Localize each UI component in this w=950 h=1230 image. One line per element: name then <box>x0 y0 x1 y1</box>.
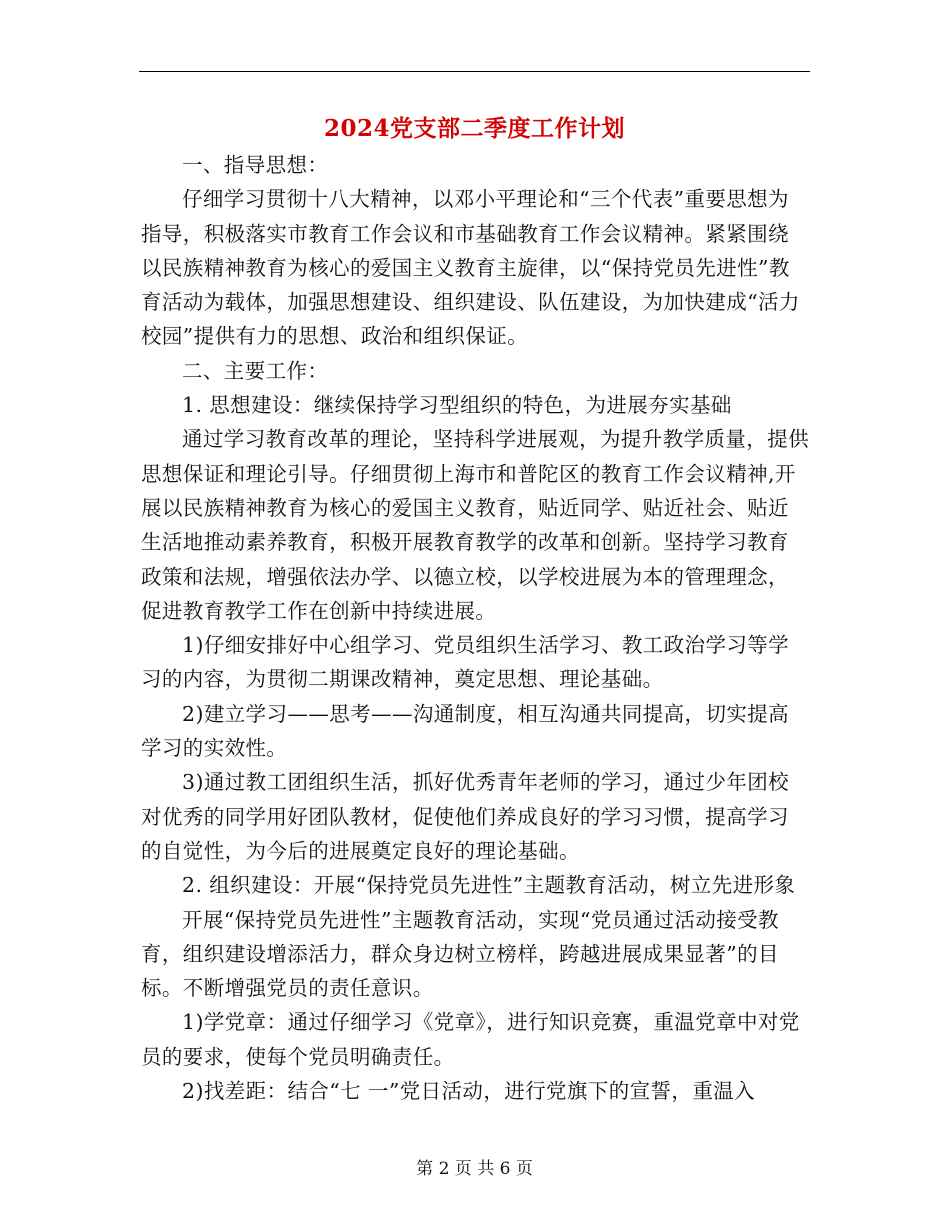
body-paragraph: 通过学习教育改革的理论，坚持科学进展观，为提升教学质量，提供思想保证和理论引导。仔细贯彻上海市和普陀区的教育工作会议精神,开展以民族精神教育为核心的爱国主义教育，贴近同学、贴近社会、贴近生活地推动素养教育，积极开展教育教学的改革和创新。坚持学习教育政策和法规，增强依法办学、以德立校，以学校进展为本的管理理念，促进教育教学工作在创新中持续进展。 <box>141 427 809 623</box>
section-heading: 二、主要工作： <box>182 358 329 383</box>
section-heading: 一、指导思想： <box>182 153 329 177</box>
header-rule <box>139 71 810 72</box>
list-item: 2)建立学习——思考——沟通制度，相互沟通共同提高，切实提高学习的实效性。 <box>141 701 790 761</box>
list-item: 2)找差距：结合“七 一”党日活动，进行党旗下的宣誓，重温入 <box>182 1079 756 1104</box>
body-paragraph: 开展“保持党员先进性”主题教育活动，实现“党员通过活动接受教育，组织建设增添活力，群众身边树立榜样，跨越进展成果显著”的目标。不断增强党员的责任意识。 <box>141 907 779 1001</box>
document-body <box>141 148 809 1108</box>
subsection-heading: 1. 思想建设：继续保持学习型组织的特色，为进展夯实基础 <box>182 393 732 418</box>
list-item: 1)学党章：通过仔细学习《党章》，进行知识竞赛，重温党章中对党员的要求，使每个党员明确责任。 <box>141 1010 800 1069</box>
body-paragraph: 仔细学习贯彻十八大精神，以邓小平理论和“三个代表”重要思想为指导，积极落实市教育工作会议和市基础教育工作会议精神。紧紧围绕以民族精神教育为核心的爱国主义教育主旋律，以“保持党员先进性”教育活动为载体，加强思想建设、组织建设、队伍建设，为加快建成“活力校园”提供有力的思想、政治和组织保证。 <box>141 187 800 349</box>
list-item: 1)仔细安排好中心组学习、党员组织生活学习、教工政治学习等学习的内容，为贯彻二期课改精神，奠定思想、理论基础。 <box>141 633 790 692</box>
page-number: 第 2 页 共 6 页 <box>416 1159 533 1179</box>
subsection-heading: 2. 组织建设：开展“保持党员先进性”主题教育活动，树立先进形象 <box>182 873 796 898</box>
list-item: 3)通过教工团组织生活，抓好优秀青年老师的学习，通过少年团校对优秀的同学用好团队教材，促使他们养成良好的学习习惯，提高学习的自觉性，为今后的进展奠定良好的理论基础。 <box>141 770 790 863</box>
document-title: 2024党支部二季度工作计划 <box>323 115 625 142</box>
